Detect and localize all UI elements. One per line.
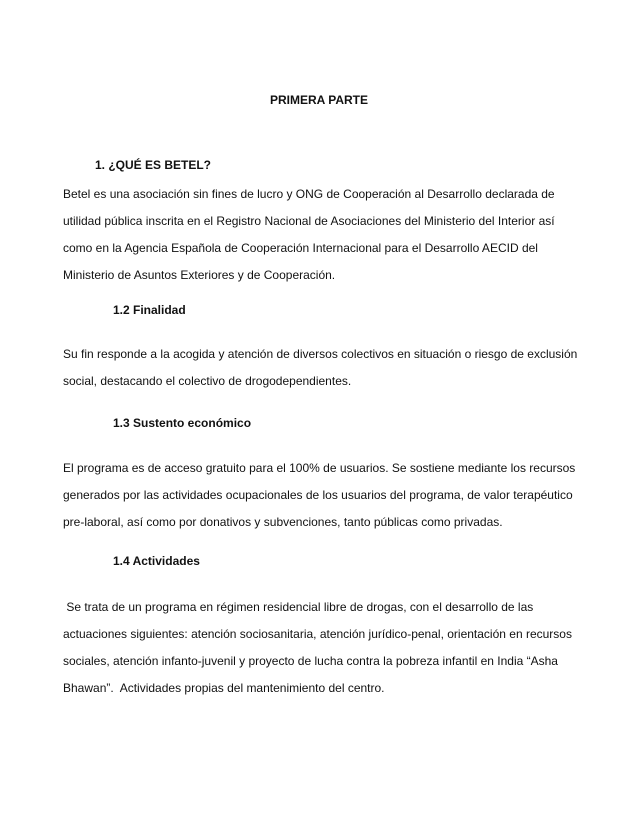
paragraph-line: utilidad pública inscrita en el Registro Nacional de Asociaciones del Ministerio del Interior así [63,214,555,228]
section-heading-finalidad: 1.2 Finalidad [113,303,186,317]
paragraph-line: como en la Agencia Española de Cooperación Internacional para el Desarrollo AECID del [63,241,538,255]
paragraph-line: Bhawan”. Actividades propias del mantenimiento del centro. [63,681,385,695]
paragraph-actividades [63,594,583,702]
paragraph-line: generados por las actividades ocupacionales de los usuarios del programa, de valor terapéutico [63,488,573,502]
paragraph-line: Betel es una asociación sin fines de lucro y ONG de Cooperación al Desarrollo declarada de [63,187,555,201]
paragraph-line: El programa es de acceso gratuito para el 100% de usuarios. Se sostiene mediante los recursos [63,461,576,475]
section-heading-actividades: 1.4 Actividades [113,554,200,568]
section-heading-que-es-betel: 1. ¿QUÉ ES BETEL? [95,158,212,172]
page-title: PRIMERA PARTE [269,93,368,107]
paragraph-line: Su fin responde a la acogida y atención de diversos colectivos en situación o riesgo de exclusión [63,347,578,361]
paragraph-line: Ministerio de Asuntos Exteriores y de Cooperación. [63,268,336,282]
paragraph-line: actuaciones siguientes: atención sociosanitaria, atención jurídico-penal, orientación en recursos [63,627,572,641]
section-heading-sustento-economico: 1.3 Sustento económico [113,416,252,430]
paragraph-line: social, destacando el colectivo de drogodependientes. [63,374,352,388]
paragraph-line: sociales, atención infanto-juvenil y proyecto de lucha contra la pobreza infantil en India “Asha [63,654,558,668]
paragraph-line: pre-laboral, así como por donativos y subvenciones, tanto públicas como privadas. [63,515,503,529]
paragraph-que-es-betel [63,181,583,289]
paragraph-sustento-economico [63,455,583,536]
paragraph-line: Se trata de un programa en régimen residencial libre de drogas, con el desarrollo de las [63,600,534,614]
paragraph-finalidad [63,341,583,395]
